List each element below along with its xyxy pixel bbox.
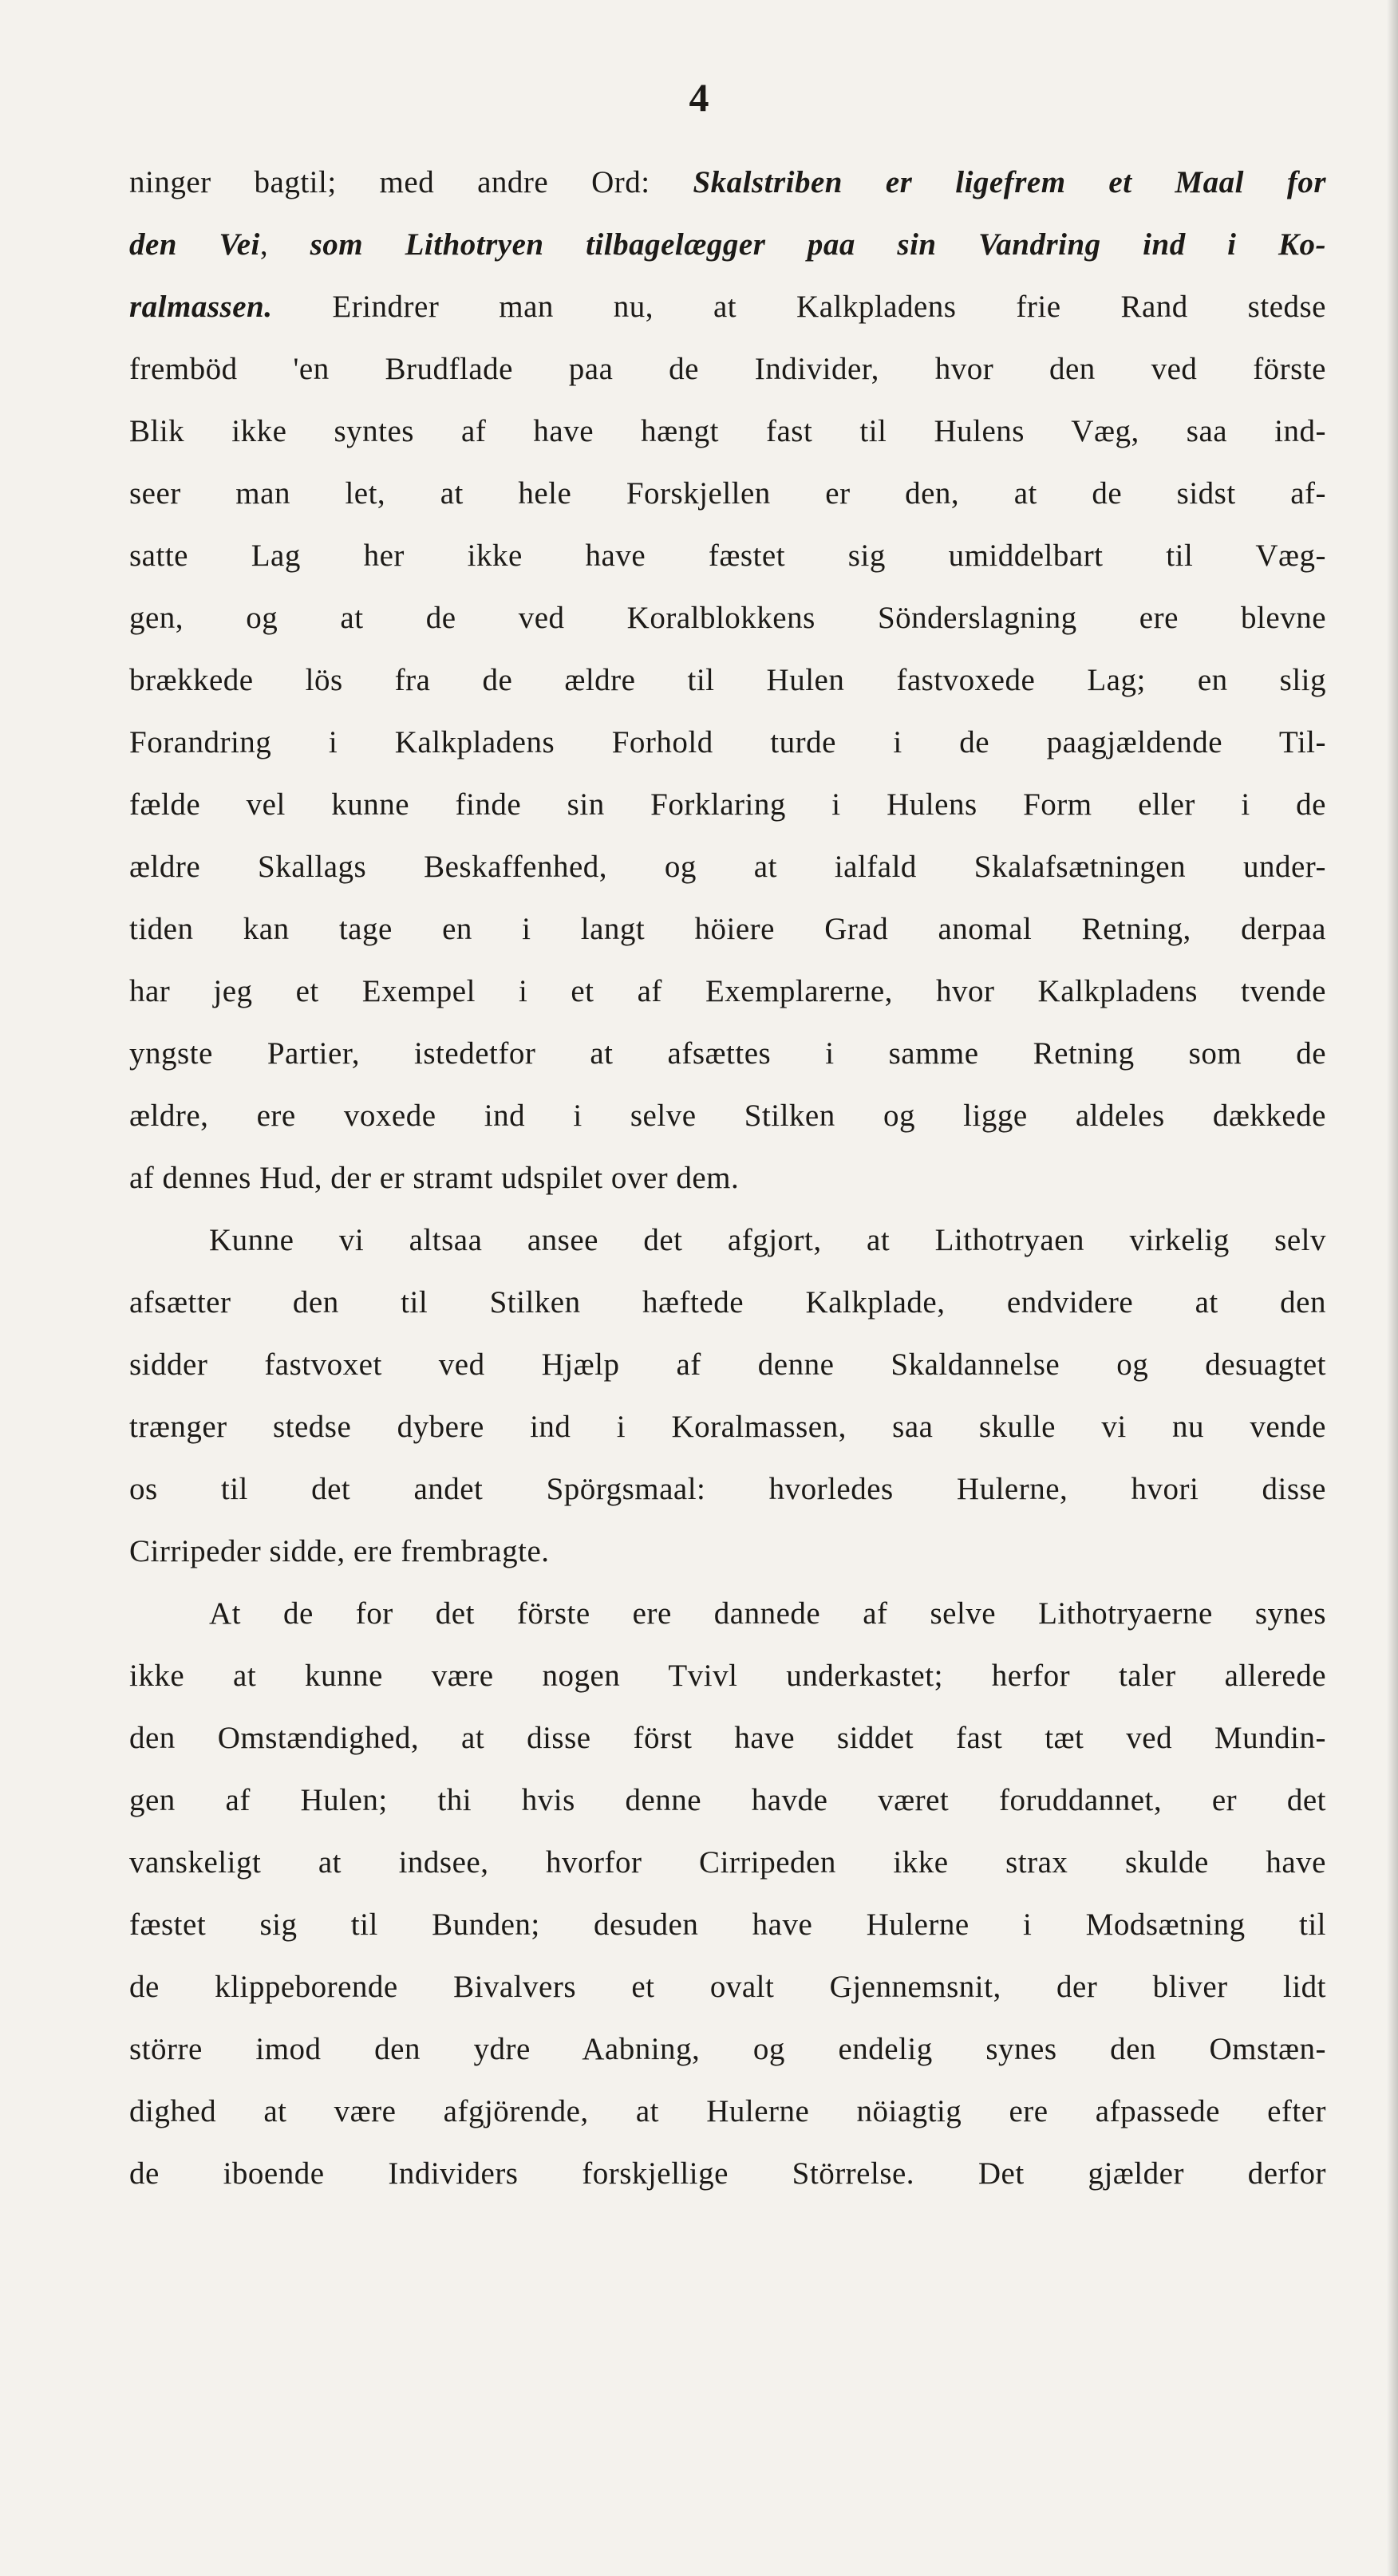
text-line-7: satte Lag her ikke have fæstet sig umiddelbart til Væg- <box>129 538 1326 573</box>
text-line-11: fælde vel kunne finde sin Forklaring i Hulens Form eller i de <box>129 787 1326 822</box>
text-line-27: gen af Hulen; thi hvis denne havde været foruddannet, er det <box>129 1783 1326 1817</box>
line-2-italic-b: som Lithotryen tilbagelægger paa sin Vandring ind i Ko- <box>310 227 1327 262</box>
text-line-31: större imod den ydre Aabning, og endelig synes den Omstæn- <box>129 2032 1326 2066</box>
text-line-28: vanskeligt at indsee, hvorfor Cirripeden ikke strax skulde have <box>129 1845 1326 1880</box>
text-line-19: afsætter den til Stilken hæftede Kalkplade, endvidere at den <box>129 1285 1326 1320</box>
text-line-22: os til det andet Spörgsmaal: hvorledes Hulerne, hvori disse <box>129 1472 1326 1506</box>
text-line-17: af dennes Hud, der er stramt udspilet over dem. <box>129 1161 740 1195</box>
page-edge-shadow <box>1387 0 1398 2576</box>
text-line-6: seer man let, at hele Forskjellen er den, at de sidst af- <box>129 476 1326 511</box>
text-line-26: den Omstændighed, at disse först have siddet fast tæt ved Mundin- <box>129 1721 1326 1755</box>
text-line-12: ældre Skallags Beskaffenhed, og at ialfald Skalafsætningen under- <box>129 850 1326 884</box>
line-1-plain: ninger bagtil; med andre Ord: <box>129 165 693 199</box>
text-line-13: tiden kan tage en i langt höiere Grad anomal Retning, derpaa <box>129 912 1326 946</box>
text-line-24: At de for det förste ere dannede af selve Lithotryaerne synes <box>209 1596 1326 1631</box>
text-line-23: Cirripeder sidde, ere frembragte. <box>129 1534 550 1568</box>
text-line-29: fæstet sig til Bunden; desuden have Hulerne i Modsætning til <box>129 1907 1326 1942</box>
text-line-9: brækkede lös fra de ældre til Hulen fastvoxede Lag; en slig <box>129 663 1326 697</box>
text-line-1 <box>129 152 1326 214</box>
line-2-mid: , <box>259 227 310 262</box>
text-line-18: Kunne vi altsaa ansee det afgjort, at Lithotryaen virkelig selv <box>209 1223 1326 1257</box>
text-line-33: de iboende Individers forskjellige Störrelse. Det gjælder derfor <box>129 2156 1326 2191</box>
text-line-14: har jeg et Exempel i et af Exemplarerne, hvor Kalkpladens tvende <box>129 974 1326 1008</box>
line-2-italic-start: den <box>129 227 177 262</box>
line-2-italic-a: Vei <box>219 227 260 262</box>
text-line-8: gen, og at de ved Koralblokkens Sönderslagning ere blevne <box>129 601 1326 635</box>
text-line-3 <box>129 276 1326 338</box>
body-text <box>129 152 1326 2205</box>
page-number: 4 <box>689 75 709 120</box>
line-3-rest: Erindrer man nu, at Kalkpladens frie Rand stedse <box>272 290 1326 324</box>
text-line-16: ældre, ere voxede ind i selve Stilken og ligge aldeles dækkede <box>129 1099 1326 1133</box>
text-line-32: dighed at være afgjörende, at Hulerne nöiagtig ere afpassede efter <box>129 2094 1326 2128</box>
text-line-30: de klippeborende Bivalvers et ovalt Gjennemsnit, der bliver lidt <box>129 1970 1326 2004</box>
text-line-20: sidder fastvoxet ved Hjælp af denne Skaldannelse og desuagtet <box>129 1347 1326 1382</box>
text-line-15: yngste Partier, istedetfor at afsættes i samme Retning som de <box>129 1036 1326 1071</box>
text-line-4: fremböd 'en Brudflade paa de Individer, hvor den ved förste <box>129 352 1326 386</box>
line-3-italic: ralmassen. <box>129 290 273 324</box>
text-line-5: Blik ikke syntes af have hængt fast til Hulens Væg, saa ind- <box>129 414 1326 448</box>
line-1-italic: Skalstriben er ligefrem et Maal for <box>693 165 1326 199</box>
text-line-25: ikke at kunne være nogen Tvivl underkastet; herfor taler allerede <box>129 1659 1326 1693</box>
text-line-21: trænger stedse dybere ind i Koralmassen, saa skulle vi nu vende <box>129 1410 1326 1444</box>
text-line-10: Forandring i Kalkpladens Forhold turde i de paagjældende Til- <box>129 725 1326 759</box>
text-line-2 <box>129 214 1326 276</box>
